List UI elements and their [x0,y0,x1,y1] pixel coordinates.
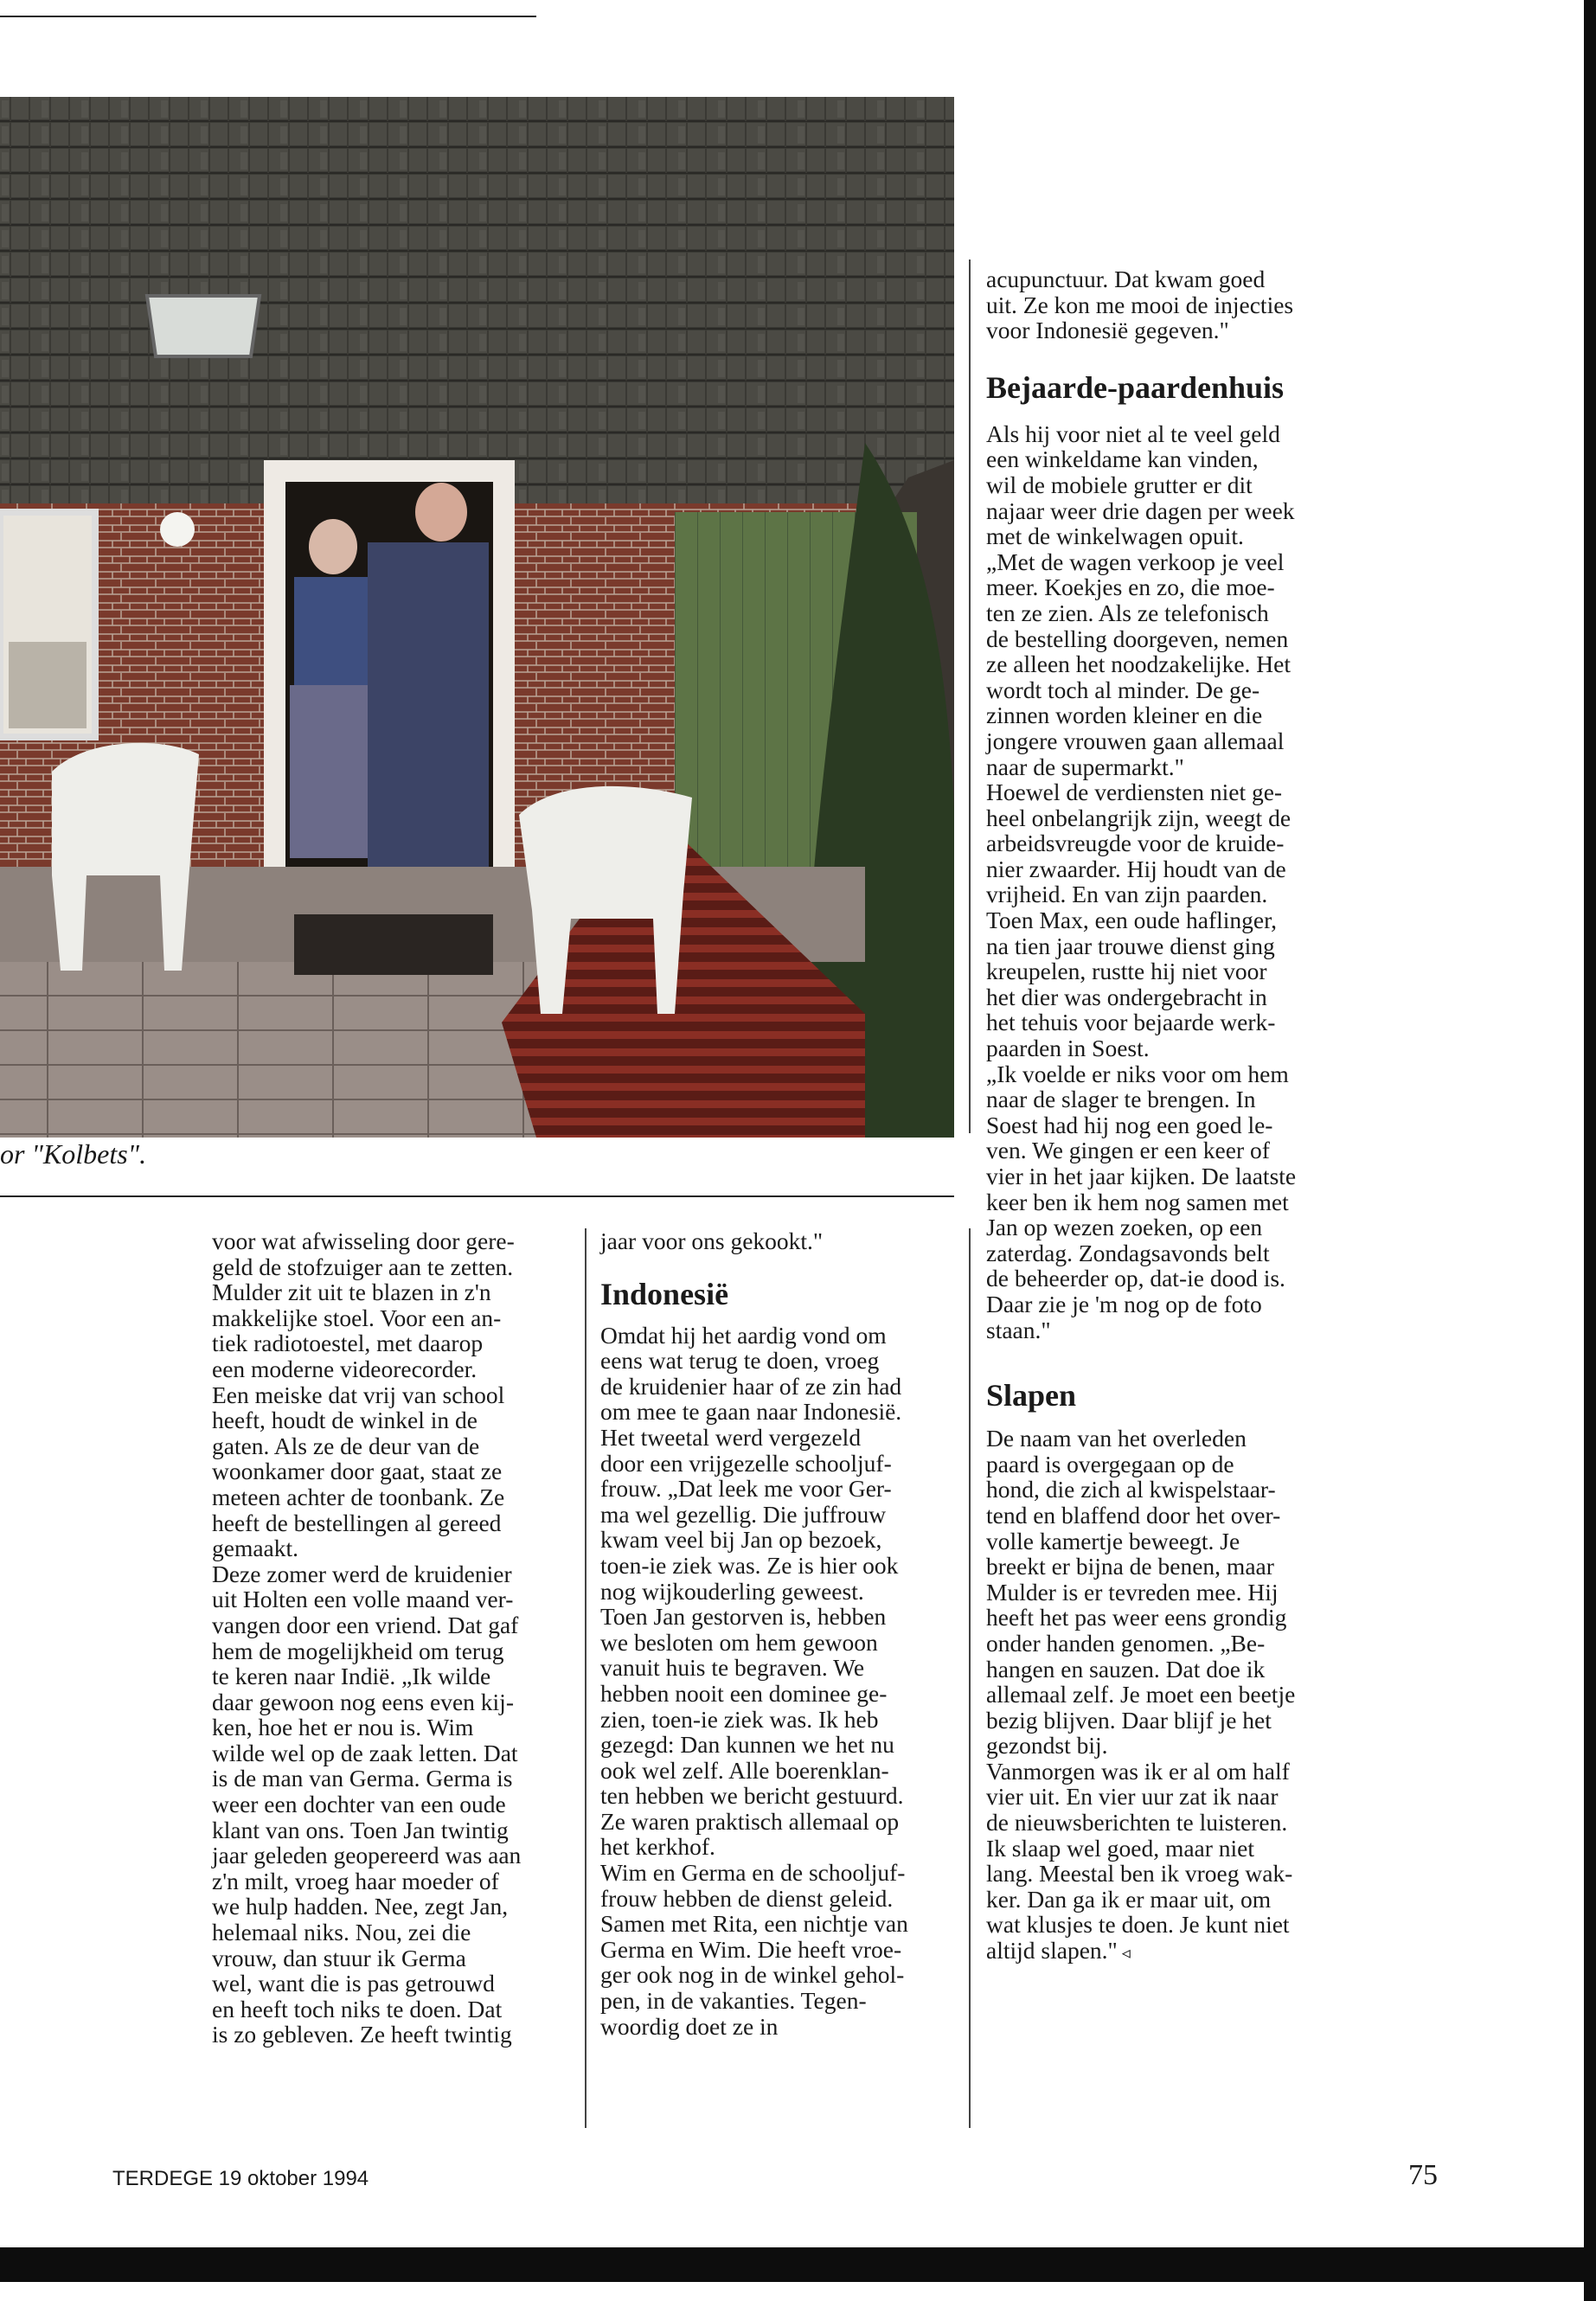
column-3-intro [986,266,1349,343]
text-line: vrouw, dan stuur ik Germa [212,1944,466,1971]
text-line: een moderne videorecorder. [212,1355,478,1382]
article-column-2 [600,1228,959,2039]
text-line: geld de stofzuiger aan te zetten. [212,1253,514,1280]
text-line: jaar geleden geopereerd was aan [212,1842,522,1869]
text-line: toen-ie ziek was. Ze is hier ook [600,1551,899,1579]
text-line: Een meiske dat vrij van school [212,1381,505,1408]
text-line: onder handen genomen. „Be- [986,1629,1266,1657]
text-line: eens wat terug te doen, vroeg [600,1347,880,1375]
text-line: wilde wel op de zaak letten. Dat [212,1739,518,1766]
text-line: jongere vrouwen gaan allemaal [986,727,1285,754]
text-line: vier in het jaar kijken. De laatste [986,1163,1297,1189]
text-line: voor wat afwisseling door gere- [212,1227,515,1254]
text-line: nog wijkouderling geweest. [600,1577,864,1605]
text-line: het kerkhof. [600,1833,715,1861]
footer-folio: TERDEGE 19 oktober 1994 [112,2167,369,2190]
text-line: om mee te gaan naar Indonesië. [600,1398,902,1426]
top-rule [0,16,536,17]
text-line: wordt toch al minder. De ge- [986,676,1260,703]
text-line: staan." [986,1316,1051,1343]
text-line: pen, in de vakanties. Tegen- [600,1987,867,2015]
caption-rule [0,1195,954,1197]
text-line: na tien jaar trouwe dienst ging [986,932,1275,959]
text-line: Het tweetal werd vergezeld [600,1423,862,1451]
heading-bejaarde-paardenhuis: Bejaarde-paardenhuis [986,369,1285,405]
text-line: najaar weer drie dagen per week [986,497,1295,524]
text-line: de beheerder op, dat-ie dood is. [986,1265,1285,1292]
text-line: het dier was ondergebracht in [986,983,1267,1010]
text-line: daar gewoon nog eens even kij- [212,1688,514,1715]
text-line: nier zwaarder. Hij houdt van de [986,855,1286,882]
text-line: het tehuis voor bejaarde werk- [986,1009,1276,1036]
column-rule-2 [969,1228,971,2128]
heading-indonesie: Indonesië [600,1276,729,1311]
text-line: paard is overgegaan op de [986,1450,1234,1477]
text-line: ook wel zelf. Alle boerenklan- [600,1756,889,1784]
text-line: Toen Jan gestorven is, hebben [600,1603,887,1631]
text-line: vanuit huis te begraven. We [600,1654,865,1682]
page-number: 75 [1408,2159,1438,2191]
text-line: naar de supermarkt." [986,753,1184,780]
article-column-3 [986,266,1349,1967]
end-of-article-icon: ◃ [1117,1944,1131,1964]
text-line: hem de mogelijkheid om terug [212,1637,504,1664]
text-line: kreupelen, rustte hij niet voor [986,958,1267,985]
text-line: Daar zie je 'm nog op de foto [986,1290,1262,1317]
column-3-body-1 [986,421,1349,1343]
text-line: meteen achter de toonbank. Ze [212,1483,505,1510]
text-line: wat klusjes te doen. Je kunt niet [986,1911,1290,1939]
text-line: gaten. Als ze de deur van de [212,1432,480,1459]
text-line: uit. Ze kon me mooi de injecties [986,291,1294,318]
text-line: heeft de bestellingen al gereed [212,1509,502,1536]
text-line: allemaal zelf. Je moet een beetje [986,1681,1296,1708]
column-2-intro: jaar voor ons gekookt." [600,1227,824,1254]
text-line: heeft, houdt de winkel in de [212,1407,478,1434]
text-line: heel onbelangrijk zijn, weegt de [986,804,1292,831]
text-line: Soest had hij nog een goed le- [986,1111,1273,1138]
text-line: hangen en sauzen. Dat doe ik [986,1655,1266,1682]
text-line: ven. We gingen er een keer of [986,1137,1270,1164]
text-line: wel, want die is pas getrouwd [212,1970,495,1997]
text-line: Mulder is er tevreden mee. Hij [986,1578,1279,1606]
text-line: bezig blijven. Daar blijf je het [986,1706,1272,1734]
text-line: ten ze zien. Als ze telefonisch [986,599,1269,626]
photo-caption: or "Kolbets". [0,1138,147,1170]
text-line: uit Holten een volle maand ver- [212,1586,514,1613]
text-line: acupunctuur. Dat kwam goed [986,266,1266,292]
text-line: heeft het pas weer eens grondig [986,1604,1287,1631]
text-line: met de winkelwagen opuit. [986,522,1244,550]
column-rule-1 [585,1228,586,2128]
text-line: ma wel gezellig. Die juffrouw [600,1500,887,1528]
text-line: frouw. „Dat leek me voor Ger- [600,1475,892,1503]
text-line: ken, hoe het er nou is. Wim [212,1714,474,1741]
text-line: vier uit. En vier uur zat ik naar [986,1783,1279,1811]
text-line: Toen Max, een oude haflinger, [986,907,1278,934]
text-line: is zo gebleven. Ze heeft twintig [212,2021,512,2048]
text-line: zien, toen-ie ziek was. Ik heb [600,1705,879,1733]
text-line: hebben nooit een dominee ge- [600,1679,888,1707]
text-line: zinnen worden kleiner en die [986,702,1263,729]
text-line: vrijheid. En van zijn paarden. [986,881,1268,908]
column-rule-top-right [969,260,971,1133]
text-line: de bestelling doorgeven, nemen [986,625,1289,652]
text-line: ze alleen het noodzakelijke. Het [986,651,1291,678]
text-line: Jan op wezen zoeken, op een [986,1214,1263,1241]
text-line: Ik slaap wel goed, maar niet [986,1834,1255,1862]
text-line: makkelijke stoel. Voor een an- [212,1304,502,1331]
text-line: altijd slapen." ◃ [986,1937,1131,1965]
text-line: Deze zomer werd de kruidenier [212,1560,512,1587]
text-line: „Met de wagen verkoop je veel [986,548,1285,575]
heading-slapen: Slapen [986,1378,1077,1413]
text-line: ten hebben we bericht gestuurd. [600,1782,904,1810]
text-line: weer een dochter van een oude [212,1791,506,1818]
text-line: de nieuwsberichten te luisteren. [986,1809,1288,1836]
text-line: Ze waren praktisch allemaal op [600,1807,900,1835]
text-line: Omdat hij het aardig vond om [600,1321,887,1349]
text-line: Samen met Rita, een nichtje van [600,1910,908,1938]
right-edge-bar [1584,0,1596,2301]
text-line: helemaal niks. Nou, zei die [212,1919,471,1946]
text-line: Wim en Germa en de schooljuf- [600,1859,906,1887]
text-line: is de man van Germa. Germa is [212,1765,513,1792]
article-photo [0,97,954,1138]
text-line: en heeft toch niks te doen. Dat [212,1995,503,2022]
text-line: hond, die zich al kwispelstaar- [986,1476,1276,1503]
text-line: zaterdag. Zondagsavonds belt [986,1239,1270,1266]
text-line: gezondst bij. [986,1732,1108,1759]
text-line: kwam veel bij Jan op bezoek, [600,1526,882,1554]
text-line: Germa en Wim. Die heeft vroe- [600,1935,902,1963]
text-line: woordig doet ze in [600,2012,779,2040]
text-line: tiek radiotoestel, met daarop [212,1330,484,1357]
text-line: Mulder zit uit te blazen in z'n [212,1279,491,1306]
text-line: gemaakt. [212,1535,299,1562]
text-line: tend en blaffend door het over- [986,1501,1281,1529]
column-3-body-2 [986,1426,1349,1966]
text-line: gezegd: Dan kunnen we het nu [600,1731,894,1759]
article-column-1 [212,1228,558,2048]
text-line: te keren naar Indië. „Ik wilde [212,1663,491,1690]
text-line: voor Indonesië gegeven." [986,317,1229,344]
text-line: Hoewel de verdiensten niet ge- [986,779,1283,806]
photo-house-couple-icon [0,97,954,1138]
text-line: keer ben ik hem nog samen met [986,1188,1289,1215]
text-line: breekt er bijna de benen, maar [986,1553,1274,1580]
text-line: paarden in Soest. [986,1035,1150,1062]
text-line: vangen door een vriend. Dat gaf [212,1611,519,1638]
text-line: we besloten om hem gewoon [600,1628,878,1656]
text-line: volle kamertje beweegt. Je [986,1527,1240,1554]
text-line: ger ook nog in de winkel gehol- [600,1961,905,1989]
text-line: lang. Meestal ben ik vroeg wak- [986,1860,1293,1888]
text-line: z'n milt, vroeg haar moeder of [212,1867,499,1894]
column-2-body [600,1323,959,2040]
bottom-edge-bar [0,2247,1596,2282]
text-line: we hulp hadden. Nee, zegt Jan, [212,1893,509,1920]
text-line: naar de slager te brengen. In [986,1086,1256,1113]
text-line: meer. Koekjes en zo, die moe- [986,574,1275,601]
text-line: door een vrijgezelle schooljuf- [600,1449,892,1477]
text-line: woonkamer door gaat, staat ze [212,1458,503,1485]
text-line: een winkeldame kan vinden, [986,445,1259,473]
text-line: klant van ons. Toen Jan twintig [212,1816,509,1843]
text-line: De naam van het overleden [986,1425,1247,1452]
text-line: ker. Dan ga ik er maar uit, om [986,1885,1272,1913]
text-line: wil de mobiele grutter er dit [986,471,1253,498]
text-line: de kruidenier haar of ze zin had [600,1372,902,1400]
text-line: Als hij voor niet al te veel geld [986,420,1280,447]
text-line: frouw hebben de dienst geleid. [600,1884,894,1912]
text-line: „Ik voelde er niks voor om hem [986,1060,1289,1087]
text-line: Vanmorgen was ik er al om half [986,1757,1290,1785]
text-line: arbeidsvreugde voor de kruide- [986,830,1285,857]
